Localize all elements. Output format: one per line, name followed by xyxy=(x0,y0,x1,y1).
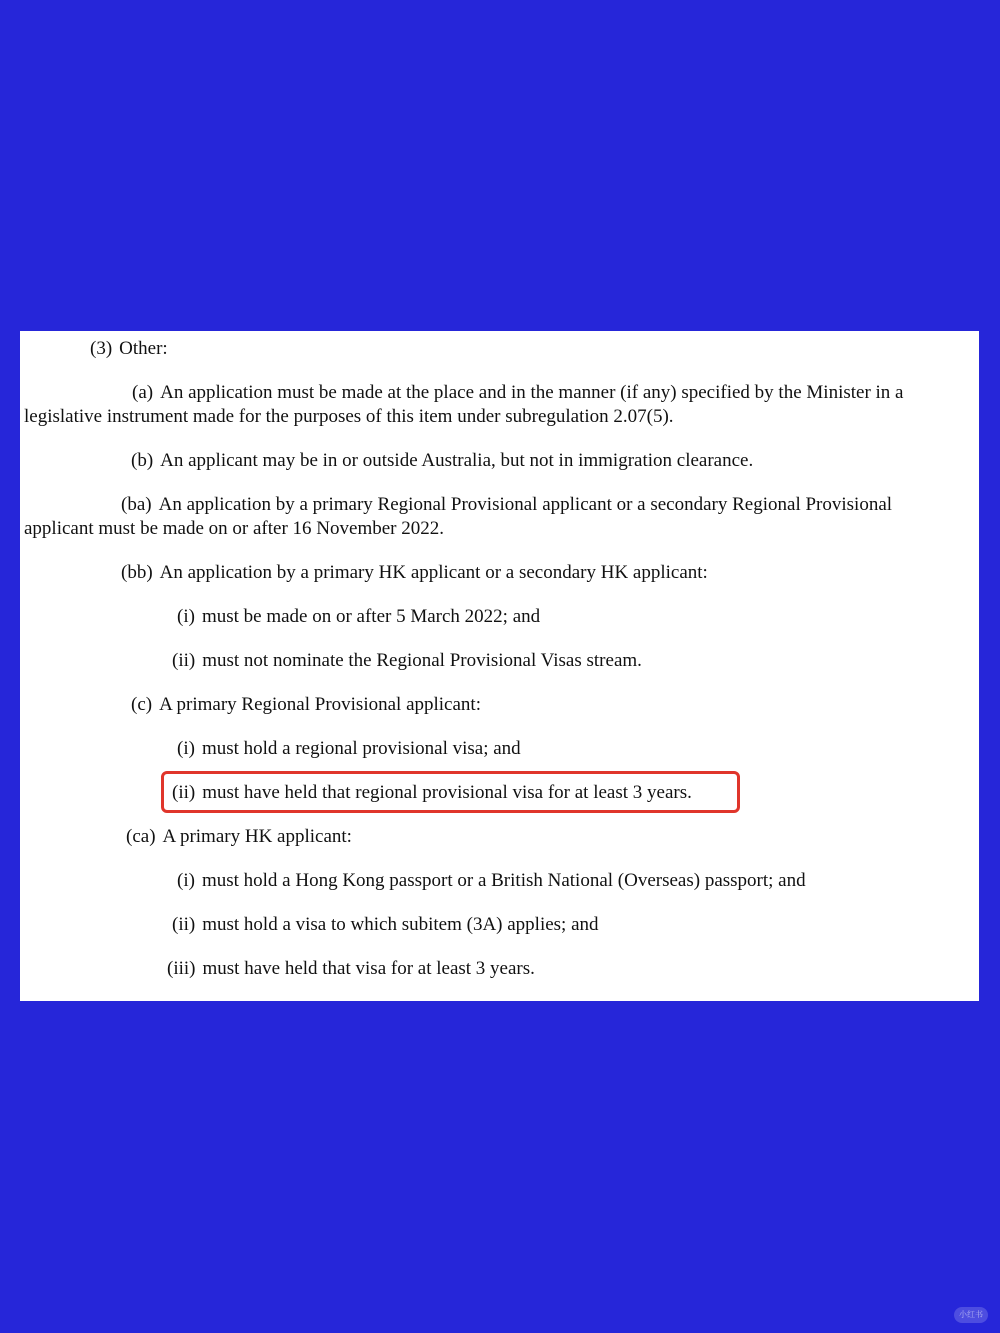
item-ca-i-text: must hold a Hong Kong passport or a British National (Overseas) passport; and xyxy=(201,870,806,891)
item-a-text: An application must be made at the place and in the manner (if any) specified by the Minister in a legislative instrument made for the purposes of this item under subregulation 2.07(5). xyxy=(24,382,904,427)
item-b xyxy=(20,449,979,473)
item-bb-i xyxy=(20,605,979,629)
item-ca-label: (ca) xyxy=(126,826,156,847)
item-bb-text: An application by a primary HK applicant or a secondary HK applicant: xyxy=(159,562,708,583)
item-a xyxy=(20,381,979,429)
item-c-label: (c) xyxy=(131,694,153,715)
item-ca-iii-label: (iii) xyxy=(167,958,196,979)
item-ba xyxy=(20,493,979,541)
item-bb-ii-text: must not nominate the Regional Provisional Visas stream. xyxy=(202,650,642,671)
item-c-text: A primary Regional Provisional applicant: xyxy=(159,694,481,715)
item-bb-ii xyxy=(20,649,979,673)
item-c-i-text: must hold a regional provisional visa; and xyxy=(201,738,521,759)
item-b-label: (b) xyxy=(131,450,154,471)
item-bb-label: (bb) xyxy=(121,562,153,583)
item-ca-ii-label: (ii) xyxy=(172,914,196,935)
document-panel xyxy=(20,331,979,1001)
item-c-ii xyxy=(20,781,979,805)
item-ca-ii xyxy=(20,913,979,937)
item-ca-ii-text: must hold a visa to which subitem (3A) applies; and xyxy=(202,914,599,935)
item-bb-i-label: (i) xyxy=(177,606,195,627)
item-ca-text: A primary HK applicant: xyxy=(162,826,352,847)
item-c-ii-text: must have held that regional provisional visa for at least 3 years. xyxy=(202,782,692,803)
item-ba-label: (ba) xyxy=(121,494,152,515)
item-a-label: (a) xyxy=(132,382,154,403)
item-bb-i-text: must be made on or after 5 March 2022; and xyxy=(201,606,541,627)
section-title: Other: xyxy=(119,338,168,359)
item-ca-i-label: (i) xyxy=(177,870,195,891)
section-heading xyxy=(20,337,979,361)
item-ba-text: An application by a primary Regional Provisional applicant or a secondary Regional Provisional applicant must be made on or after 16 November 2022. xyxy=(24,494,893,539)
item-c-i-label: (i) xyxy=(177,738,195,759)
item-b-text: An applicant may be in or outside Australia, but not in immigration clearance. xyxy=(160,450,754,471)
item-c xyxy=(20,693,979,717)
item-bb-ii-label: (ii) xyxy=(172,650,196,671)
item-c-i xyxy=(20,737,979,761)
item-bb xyxy=(20,561,979,585)
item-ca-iii xyxy=(20,957,979,981)
item-ca xyxy=(20,825,979,849)
item-ca-iii-text: must have held that visa for at least 3 years. xyxy=(202,958,535,979)
watermark-logo: 小红书 xyxy=(954,1307,988,1323)
item-c-ii-label: (ii) xyxy=(172,782,196,803)
item-ca-i xyxy=(20,869,979,893)
section-label: (3) xyxy=(90,338,113,359)
